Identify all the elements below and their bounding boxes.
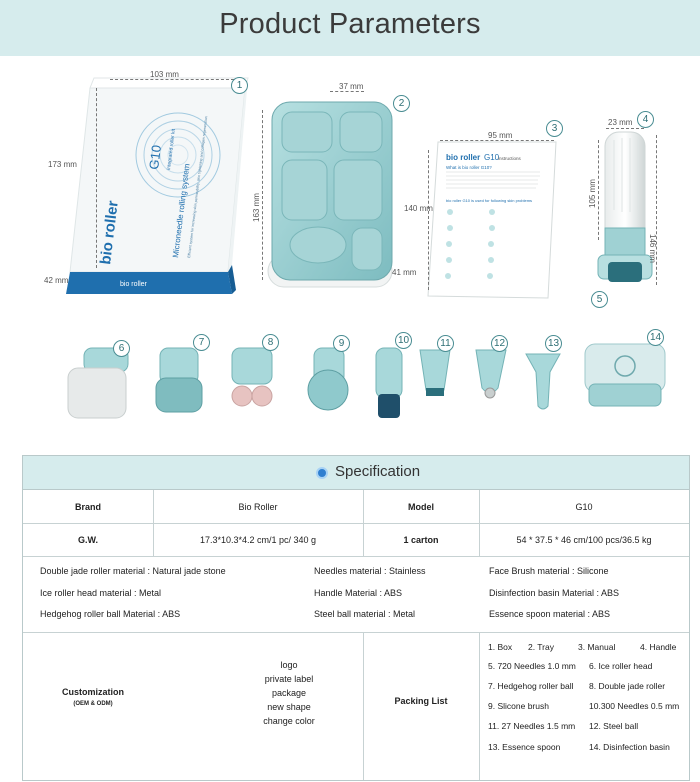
packing-item: 11. 27 Needles 1.5 mm [488,721,576,731]
box-width-label: 103 mm [150,70,179,79]
packing-item: 10.300 Needles 0.5 mm [589,701,680,711]
badge-3: 3 [546,120,563,137]
manual-height-line [428,150,429,290]
badge-4: 4 [637,111,654,128]
material-item: Handle Material : ABS [314,588,403,598]
gw-value: 17.3*10.3*4.2 cm/1 pc/ 340 g [199,534,317,545]
material-item: Face Brush material : Silicone [489,566,609,576]
handle-length-label: 105 mm [588,179,597,208]
packing-item: 4. Handle [640,642,677,652]
box-product: Microneedle rolling system [171,163,192,259]
page-title: Product Parameters [219,8,481,40]
handle-width-line [606,128,644,129]
packing-item: 2. Tray [528,642,554,652]
box-illustration [66,78,248,294]
badge-14: 14 [647,329,664,346]
model-value: G10 [575,501,593,512]
tray-depth-label: 41 mm [392,268,417,277]
badge-2: 2 [393,95,410,112]
badge-10: 10 [395,332,412,349]
handle-illustration [598,132,652,282]
badge-7: 7 [193,334,210,351]
badge-11: 11 [437,335,454,352]
brand-value: Bio Roller [238,501,278,512]
badge-5: 5 [591,291,608,308]
tray-width-label: 37 mm [339,82,364,91]
box-height-label: 173 mm [48,160,77,169]
product-illustration [0,60,700,455]
box-subtitle: integrated roller kit [166,128,177,171]
customization-option: new shape [267,702,311,712]
tray-width-line [330,91,364,92]
packing-item: 5. 720 Needles 1.0 mm [488,661,576,671]
badge-13: 13 [545,335,562,352]
packing-item: 8. Double jade roller [589,681,666,691]
carton-label: 1 carton [403,534,439,545]
jade-roller-illustration [232,348,272,406]
handle-total-label: 146 mm [648,234,657,263]
packing-item: 9. Slicone brush [488,701,549,711]
box-model: G10 [146,144,164,171]
material-item: Ice roller head material : Metal [40,588,162,598]
ice-roller-illustration [68,348,128,418]
steel-ball-illustration [476,350,506,398]
face-brush-illustration [308,348,348,410]
handle-length-line [598,140,599,240]
badge-1: 1 [231,77,248,94]
badge-12: 12 [491,335,508,352]
tray-illustration [268,102,392,287]
badge-9: 9 [333,335,350,352]
gw-label: G.W. [78,534,98,545]
box-side-brand: bio roller [120,281,147,288]
manual-brand: bio roller [446,153,481,162]
manual-model: G10 [484,153,500,162]
packing-item: 13. Essence spoon [488,742,561,752]
carton-value: 54 * 37.5 * 46 cm/100 pcs/36.5 kg [516,534,652,545]
customization-sub: (OEM & ODM) [73,701,113,707]
handle-width-label: 23 mm [608,118,633,127]
stamp-27-illustration [420,350,450,396]
packing-item: 14. Disinfection basin [589,742,670,752]
packing-item: 7. Hedgehog roller ball [488,681,574,691]
material-item: Needles material : Stainless [314,566,426,576]
packing-item: 6. Ice roller head [589,661,653,671]
hedgehog-roller-illustration [156,348,202,412]
customization-option: private label [264,674,314,684]
badge-6: 6 [113,340,130,357]
brand-label: Brand [74,501,101,512]
specification-table [22,455,690,781]
customization-label: Customization [62,687,124,697]
manual-height-label: 140 mm [404,204,433,213]
needle-roller-300-illustration [376,348,402,418]
material-item: Hedgehog roller ball Material : ABS [40,609,181,619]
box-width-line [110,79,234,80]
material-item: Steel ball material : Metal [314,609,416,619]
box-depth-label: 42 mm [44,276,69,285]
customization-option: logo [280,660,298,670]
manual-suffix: instructions [498,156,521,161]
specification-header [23,456,689,490]
manual-width-line [440,140,554,141]
badge-8: 8 [262,334,279,351]
box-brand: bio roller [97,199,122,266]
model-label: Model [408,501,434,512]
manual-width-label: 95 mm [488,131,513,140]
box-tagline: Efficient system for increasing skin permeability, skin tightening and collagen regeneration [187,115,209,259]
packing-item: 1. Box [488,642,513,652]
manual-heading: What is bio roller G10? [446,165,492,170]
page-header [0,0,700,56]
manual-subheading: bio roller G10 is used for following skin problems [446,198,533,203]
specification-title: Specification [335,463,421,480]
material-item: Essence spoon material : ABS [489,609,611,619]
packing-list-label: Packing List [394,696,448,706]
customization-option: package [271,688,307,698]
material-item: Double jade roller material : Natural jade stone [40,566,226,576]
tray-length-label: 163 mm [252,193,261,222]
essence-spoon-illustration [526,354,560,409]
material-item: Disinfection basin Material : ABS [489,588,620,598]
packing-item: 12. Steel ball [589,721,639,731]
bullet-icon [316,467,328,479]
tray-length-line [262,110,263,280]
packing-item: 3. Manual [578,642,616,652]
disinfection-basin-illustration [585,344,665,406]
box-height-line [96,88,97,268]
customization-option: change color [263,716,315,726]
